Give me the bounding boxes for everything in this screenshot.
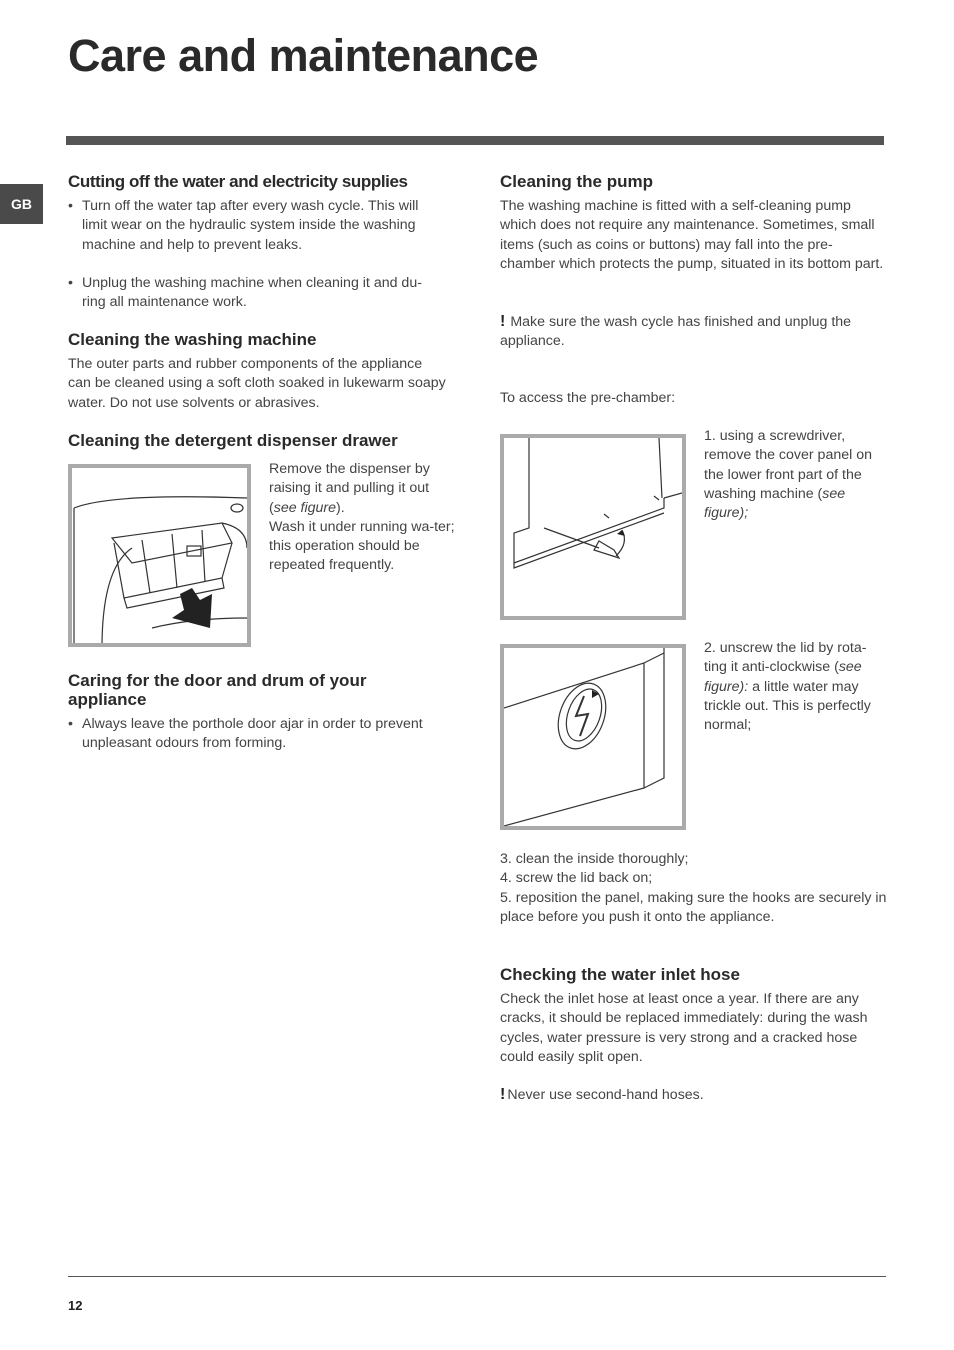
steps-3-5: 3. clean the inside thoroughly; 4. screw the lid back on; 5. reposition the panel, making sure the hooks are securely in place before you push it onto the appliance. (500, 851, 887, 925)
hose-warning: ! Never use second-hand hoses. (500, 1086, 704, 1103)
pump-warning: ! Make sure the wash cycle has finished and unplug the appliance. (500, 313, 852, 350)
heading-dispenser: Cleaning the detergent dispenser drawer (68, 431, 398, 450)
supplies-list (68, 197, 443, 312)
cover-panel-figure (500, 434, 686, 620)
dispenser-text: Remove the dispenser by raising it and pulling it out (see figure). Wash it under running wa-ter; this operation should be repeated frequently. (269, 461, 455, 574)
list-item: • Always leave the porthole door ajar in order to prevent unpleasant odours from forming. (68, 715, 448, 754)
dispenser-drawer-illustration (72, 468, 247, 643)
heading-pump: Cleaning the pump (500, 172, 653, 191)
access-text: To access the pre-chamber: (500, 390, 676, 406)
page-number: 12 (68, 1298, 83, 1313)
pump-lid-figure (500, 644, 686, 830)
step1-text: 1. using a screwdriver, remove the cover panel on the lower front part of the washing machine (see figure); (704, 428, 872, 522)
footer-divider (68, 1276, 886, 1277)
pump-text: The washing machine is fitted with a self-cleaning pump which does not require any maintenance. Sometimes, small items (such as coins or buttons) may fall into the pre-chamber which protects the pump, situated in its bottom part. (500, 198, 884, 272)
hose-text: Check the inlet hose at least once a year. If there are any cracks, it should be replaced immediately: during the wash cycles, water pressure is very strong and a cracked hose could easily split open. (500, 991, 868, 1065)
warning-mark: ! (500, 1086, 506, 1103)
screwdriver-panel-illustration (504, 438, 682, 616)
step2-text: 2. unscrew the lid by rota-ting it anti-clockwise (see figure): a little water may trickle out. This is perfectly normal; (704, 640, 871, 734)
washing-machine-text: The outer parts and rubber components of the appliance can be cleaned using a soft cloth soaked in lukewarm soapy water. Do not use solvents or abrasives. (68, 356, 446, 411)
warning-mark: ! (500, 313, 506, 330)
list-item: • Unplug the washing machine when cleaning it and du-ring all maintenance work. (68, 274, 443, 313)
heading-hose: Checking the water inlet hose (500, 965, 740, 984)
heading-washing-machine: Cleaning the washing machine (68, 330, 317, 349)
language-tab: GB (0, 184, 43, 224)
door-list (68, 715, 448, 754)
heading-door: Caring for the door and drum of your appliance (68, 671, 367, 709)
dispenser-figure (68, 464, 251, 647)
title-divider (66, 136, 884, 145)
list-item: • Turn off the water tap after every wash cycle. This will limit wear on the hydraulic system inside the washing machine and help to prevent leaks. (68, 197, 443, 255)
page-title: Care and maintenance (68, 30, 539, 81)
heading-supplies: Cutting off the water and electricity supplies (68, 172, 408, 191)
pump-lid-illustration (504, 648, 682, 826)
